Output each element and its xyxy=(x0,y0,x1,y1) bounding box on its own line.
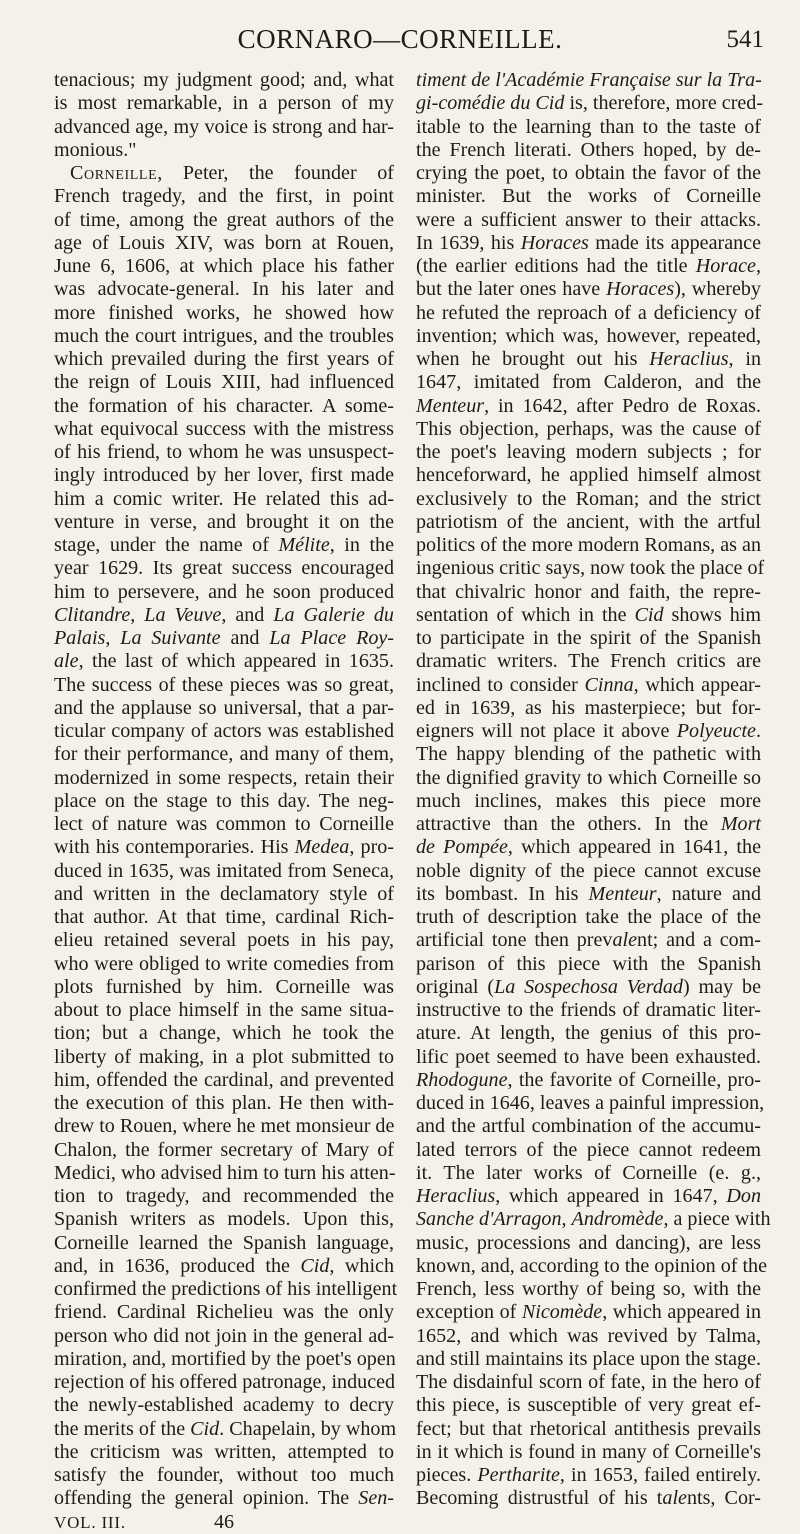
right-column-line: ed in 1639, as his masterpiece; but for- xyxy=(416,696,761,719)
right-column-line: Rhodogune, the favorite of Corneille, pro- xyxy=(416,1068,761,1091)
right-column-line: Becoming distrustful of his talents, Cor- xyxy=(416,1487,761,1510)
volume-label: VOL. III. xyxy=(54,1512,126,1532)
left-column-line: is most remarkable, in a person of my xyxy=(54,92,394,115)
left-column-line: the merits of the Cid. Chapelain, by whom xyxy=(54,1417,397,1440)
left-column-line: duced in 1635, was imitated from Seneca, xyxy=(54,859,394,882)
left-column-line: and written in the declamatory style of xyxy=(54,882,394,905)
left-column-line: June 6, 1606, at which place his father xyxy=(54,255,394,277)
right-column-line: gi-comédie du Cid is, therefore, more cred- xyxy=(416,92,764,115)
left-column-line: Medici, who advised him to turn his atten- xyxy=(54,1161,396,1184)
right-column-line: This objection, perhaps, was the cause of xyxy=(416,417,761,440)
right-column-line: In 1639, his Horaces made its appearance xyxy=(416,231,761,254)
right-column-line: ature. At length, the genius of this pro- xyxy=(416,1022,761,1045)
left-column-line: tion to tragedy, and recommended the xyxy=(54,1185,394,1207)
right-column-line: French, less worthy of being so, with the xyxy=(416,1278,761,1300)
right-column-line: Sanche d'Arragon, Andromède, a piece with xyxy=(416,1208,771,1231)
right-column-line: were a sufficient answer to their attacks. xyxy=(416,208,761,231)
left-column-line: tion; but a change, which he took the xyxy=(54,1022,394,1045)
right-column-line: politics of the more modern Romans, as an xyxy=(416,534,761,556)
left-column-line: person who did not join in the general ad- xyxy=(54,1324,394,1347)
left-column-line: drew to Rouen, where he met monsieur de xyxy=(54,1115,395,1138)
left-column-line: Palais, La Suivante and La Place Roy- xyxy=(54,627,394,649)
right-column-line: sentation of which in the Cid shows him xyxy=(416,603,761,626)
right-column-line: to participate in the spirit of the Spanish xyxy=(416,627,761,649)
left-column-line: elieu retained several poets in his pay, xyxy=(54,929,394,952)
right-column-line: lated terrors of the piece cannot redeem xyxy=(416,1138,761,1161)
right-column-line: pieces. Pertharite, in 1653, failed entirely. xyxy=(416,1464,761,1486)
right-column-line: original (La Sospechosa Verdad) may be xyxy=(416,975,761,998)
right-column-line: eigners will not place it above Polyeucte. xyxy=(416,720,761,742)
right-column-line: instructive to the friends of dramatic liter- xyxy=(416,999,761,1021)
left-column-line: him to persevere, and he soon produced xyxy=(54,580,394,603)
left-column-line: offending the general opinion. The Sen- xyxy=(54,1487,394,1510)
left-column-line: the reign of Louis XIII, had influenced xyxy=(54,371,394,394)
page-footer xyxy=(54,1511,394,1534)
left-column-line: liberty of making, in a plot submitted to xyxy=(54,1045,394,1068)
left-column-line: the execution of this plan. He then with- xyxy=(54,1092,394,1114)
left-column-line: year 1629. Its great success encouraged xyxy=(54,557,394,580)
left-column-line: miration, and, mortified by the poet's open xyxy=(54,1347,396,1370)
left-column-line: monious." xyxy=(54,138,137,161)
left-column-line: lect of nature was common to Corneille xyxy=(54,813,394,835)
right-column-line: invention; which was, however, repeated, xyxy=(416,324,761,347)
right-column-line: henceforward, he applied himself almost xyxy=(416,464,761,487)
left-column-line: venture in verse, and brought it on the xyxy=(54,510,394,533)
left-column-line: ingly introduced by her lover, first made xyxy=(54,464,394,487)
left-column-line: place on the stage to this day. The neg- xyxy=(54,789,394,812)
left-column-line: advanced age, my voice is strong and har- xyxy=(54,115,394,138)
page-number: 541 xyxy=(726,26,764,53)
signature-mark: 46 xyxy=(214,1510,235,1533)
left-column-line: of time, among the great authors of the xyxy=(54,208,394,231)
left-column-line: the criticism was written, attempted to xyxy=(54,1440,394,1463)
left-column-line: stage, under the name of Mélite, in the xyxy=(54,534,394,556)
right-column-line: ingenious critic says, now took the place of xyxy=(416,557,765,580)
left-column-line: ale, the last of which appeared in 1635. xyxy=(54,650,394,673)
right-column-line: attractive than the others. In the Mort xyxy=(416,813,761,835)
right-column-line: fect; but that rhetorical antithesis prevails xyxy=(416,1417,761,1440)
left-column-line: French tragedy, and the first, in point xyxy=(54,185,394,208)
right-column-line: inclined to consider Cinna, which appear- xyxy=(416,673,761,696)
left-column-line: age of Louis XIV, was born at Rouen, xyxy=(54,231,394,254)
right-column-line: the French literati. Others hoped, by de- xyxy=(416,138,761,161)
right-column-line: Heraclius, which appeared in 1647, Don xyxy=(416,1185,761,1207)
right-column-line: Menteur, in 1642, after Pedro de Roxas. xyxy=(416,394,761,417)
left-column-line: Spanish writers as models. Upon this, xyxy=(54,1208,394,1231)
right-column-line: music, processions and dancing), are less xyxy=(416,1231,761,1254)
left-column xyxy=(54,69,398,1534)
left-column-line: and the applause so universal, that a par- xyxy=(54,696,394,719)
right-column-line: patriotism of the ancient, with the artful xyxy=(416,510,761,533)
right-column-line: in it which is found in many of Corneille's xyxy=(416,1440,761,1463)
right-column-line: when he brought out his Heraclius, in xyxy=(416,348,761,370)
right-column-line: noble dignity of the piece cannot excuse xyxy=(416,859,761,882)
running-head xyxy=(0,16,800,56)
right-column-line: lific poet seemed to have been exhausted. xyxy=(416,1045,761,1068)
right-column-line: this piece, is susceptible of very great ef- xyxy=(416,1394,761,1417)
left-column-line: what equivocal success with the mistress xyxy=(54,417,394,440)
right-column-line: artificial tone then prevalent; and a com- xyxy=(416,929,761,952)
right-column-line: he refuted the reproach of a deficiency of xyxy=(416,301,761,324)
right-column-line: it. The later works of Corneille (e. g., xyxy=(416,1161,761,1184)
left-column-line: ticular company of actors was established xyxy=(54,720,394,742)
left-column-line: friend. Cardinal Richelieu was the only xyxy=(54,1301,394,1324)
right-column-line: timent de l'Académie Française sur la Tra- xyxy=(416,69,762,91)
left-column-line: Corneille learned the Spanish language, xyxy=(54,1231,394,1254)
left-column-line: Corneille, Peter, the founder of xyxy=(70,162,394,184)
left-column-line: confirmed the predictions of his intelligent xyxy=(54,1278,398,1300)
right-column-line: dramatic writers. The French critics are xyxy=(416,650,761,673)
left-column-line: for their performance, and many of them, xyxy=(54,743,394,766)
left-column-line: much the court intrigues, and the troubles xyxy=(54,324,394,347)
right-column-line: and the artful combination of the accumu- xyxy=(416,1115,761,1138)
right-column-line: truth of description take the place of the xyxy=(416,906,761,928)
running-title: CORNARO—CORNEILLE. xyxy=(237,24,563,54)
right-column-line: The happy blending of the pathetic with xyxy=(416,743,761,766)
left-column-line: Chalon, the former secretary of Mary of xyxy=(54,1138,394,1161)
right-column-line: its bombast. In his Menteur, nature and xyxy=(416,882,761,905)
left-column-line: which prevailed during the first years of xyxy=(54,348,394,370)
right-column-line: duced in 1646, leaves a painful impression, xyxy=(416,1092,765,1114)
left-column-line: the formation of his character. A some- xyxy=(54,394,394,417)
left-column-line: of his friend, to whom he was unsuspect- xyxy=(54,441,394,463)
left-column-line: that author. At that time, cardinal Rich- xyxy=(54,906,394,928)
right-column-line: but the later ones have Horaces), whereby xyxy=(416,278,761,301)
right-column-line: crying the poet, to obtain the favor of the xyxy=(416,162,761,184)
right-column-line: the dignified gravity to which Corneille so xyxy=(416,766,761,789)
right-column-line: much inclines, makes this piece more xyxy=(416,789,761,812)
left-column-line: satisfy the founder, without too much xyxy=(54,1464,394,1486)
left-column-line: him a comic writer. He related this ad- xyxy=(54,487,394,510)
right-column-line: 1647, imitated from Calderon, and the xyxy=(416,371,761,394)
right-column-line: known, and, according to the opinion of the xyxy=(416,1254,768,1277)
left-column-line: more finished works, he showed how xyxy=(54,301,394,324)
left-column-line: rejection of his offered patronage, induced xyxy=(54,1371,396,1393)
left-column-line: who were obliged to write comedies from xyxy=(54,952,394,975)
right-column-line: itable to the learning than to the taste of xyxy=(416,115,761,138)
right-column-line: exception of Nicomède, which appeared in xyxy=(416,1301,761,1324)
left-column-line: and, in 1636, produced the Cid, which xyxy=(54,1254,394,1277)
left-column-line: him, offended the cardinal, and prevented xyxy=(54,1068,394,1091)
right-column-line: parison of this piece with the Spanish xyxy=(416,952,761,975)
left-column-line: plots furnished by him. Corneille was xyxy=(54,975,394,998)
right-column-line: 1652, and which was revived by Talma, xyxy=(416,1324,761,1347)
right-column-line: de Pompée, which appeared in 1641, the xyxy=(416,836,761,859)
left-column-line: was advocate-general. In his later and xyxy=(54,278,394,301)
right-column-line: the poet's leaving modern subjects ; for xyxy=(416,441,761,463)
right-column xyxy=(416,69,771,1511)
left-column-line: about to place himself in the same situa- xyxy=(54,999,394,1021)
left-column-line: modernized in some respects, retain their xyxy=(54,766,394,789)
right-column-line: and still maintains its place upon the stage. xyxy=(416,1347,761,1370)
right-column-line: The disdainful scorn of fate, in the hero of xyxy=(416,1371,761,1393)
right-column-line: (the earlier editions had the title Horace, xyxy=(416,255,761,277)
right-column-line: minister. But the works of Corneille xyxy=(416,185,761,208)
left-column-line: with his contemporaries. His Medea, pro- xyxy=(54,836,394,859)
right-column-line: exclusively to the Roman; and the strict xyxy=(416,487,761,510)
left-column-line: Clitandre, La Veuve, and La Galerie du xyxy=(54,603,394,626)
left-column-line: the newly-established academy to decry xyxy=(54,1394,394,1417)
left-column-line: The success of these pieces was so great, xyxy=(54,673,394,696)
right-column-line: that chivalric honor and faith, the repre- xyxy=(416,580,761,603)
left-column-line: tenacious; my judgment good; and, what xyxy=(54,69,394,91)
